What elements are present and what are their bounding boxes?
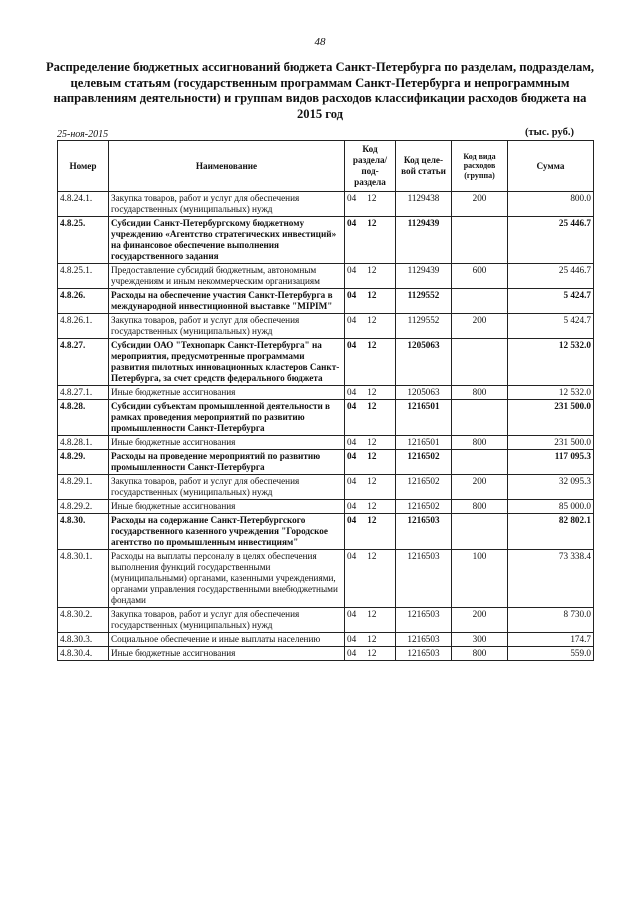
subsection-code: 12 — [367, 515, 377, 525]
row-expense-type — [452, 450, 508, 475]
subsection-code: 12 — [367, 451, 377, 461]
row-expense-type: 800 — [452, 386, 508, 400]
row-amount: 12 532.0 — [508, 339, 594, 386]
row-amount: 12 532.0 — [508, 386, 594, 400]
subsection-code: 12 — [367, 609, 377, 619]
row-target-code: 1129439 — [396, 264, 452, 289]
unit-label: (тыс. руб.) — [525, 127, 574, 138]
section-code: 04 — [347, 387, 357, 397]
row-amount: 117 095.3 — [508, 450, 594, 475]
date-stamp: 25-ноя-2015 — [57, 129, 109, 140]
row-number: 4.8.25. — [58, 217, 109, 264]
subsection-code: 12 — [367, 265, 377, 275]
section-code: 04 — [347, 648, 357, 658]
section-code: 04 — [347, 290, 357, 300]
row-expense-type — [452, 400, 508, 436]
row-target-code: 1216503 — [396, 647, 452, 661]
table-row — [58, 436, 594, 450]
row-name: Иные бюджетные ассигнования — [109, 647, 345, 661]
table-row — [58, 192, 594, 217]
row-expense-type: 800 — [452, 647, 508, 661]
table-row — [58, 633, 594, 647]
page-number: 48 — [314, 36, 326, 48]
subsection-code: 12 — [367, 340, 377, 350]
section-code: 04 — [347, 551, 357, 561]
row-amount: 32 095.3 — [508, 475, 594, 500]
row-name: Закупка товаров, работ и услуг для обеспечения государственных (муниципальных) нужд — [109, 314, 345, 339]
row-number: 4.8.28. — [58, 400, 109, 436]
row-name: Социальное обеспечение и иные выплаты населению — [109, 633, 345, 647]
table-body — [58, 192, 594, 661]
subsection-code: 12 — [367, 501, 377, 511]
row-name: Иные бюджетные ассигнования — [109, 500, 345, 514]
row-name: Закупка товаров, работ и услуг для обеспечения государственных (муниципальных) нужд — [109, 192, 345, 217]
subsection-code: 12 — [367, 315, 377, 325]
section-code: 04 — [347, 634, 357, 644]
row-expense-type — [452, 339, 508, 386]
row-name: Иные бюджетные ассигнования — [109, 386, 345, 400]
row-target-code: 1216503 — [396, 633, 452, 647]
section-code: 04 — [347, 451, 357, 461]
row-number: 4.8.26. — [58, 289, 109, 314]
row-section-code — [345, 633, 396, 647]
row-expense-type: 200 — [452, 192, 508, 217]
row-section-code — [345, 400, 396, 436]
table-row — [58, 550, 594, 608]
table-row — [58, 647, 594, 661]
row-section-code — [345, 450, 396, 475]
header-expense-type-code: Код вида расходов (группа) — [452, 141, 508, 192]
section-code: 04 — [347, 193, 357, 203]
row-name: Субсидии ОАО "Технопарк Санкт-Петербурга" на мероприятия, предусмотренные программами развития пилотных инновационных кластеров Санкт-Петербурга, за счет средств федерального бюджета — [109, 339, 345, 386]
section-code: 04 — [347, 340, 357, 350]
row-section-code — [345, 550, 396, 608]
subsection-code: 12 — [367, 437, 377, 447]
row-number: 4.8.30.4. — [58, 647, 109, 661]
row-amount: 800.0 — [508, 192, 594, 217]
row-amount: 73 338.4 — [508, 550, 594, 608]
row-target-code: 1216503 — [396, 514, 452, 550]
row-number: 4.8.30. — [58, 514, 109, 550]
row-section-code — [345, 475, 396, 500]
subsection-code: 12 — [367, 648, 377, 658]
row-target-code: 1216501 — [396, 400, 452, 436]
table-row — [58, 314, 594, 339]
row-name: Расходы на выплаты персоналу в целях обеспечения выполнения функций государственными (муниципальными) органами, казенными учреждениями, органами управления государственными внебюджетными фондами — [109, 550, 345, 608]
row-name: Закупка товаров, работ и услуг для обеспечения государственных (муниципальных) нужд — [109, 475, 345, 500]
row-target-code: 1216502 — [396, 450, 452, 475]
section-code: 04 — [347, 609, 357, 619]
row-expense-type — [452, 217, 508, 264]
subsection-code: 12 — [367, 290, 377, 300]
row-target-code: 1129438 — [396, 192, 452, 217]
row-amount: 231 500.0 — [508, 436, 594, 450]
subsection-code: 12 — [367, 193, 377, 203]
row-expense-type: 600 — [452, 264, 508, 289]
row-amount: 5 424.7 — [508, 289, 594, 314]
row-name: Расходы на содержание Санкт-Петербургского государственного казенного учреждения "Городское агентство по промышленным инвестициям" — [109, 514, 345, 550]
row-name: Субсидии Санкт-Петербургскому бюджетному учреждению «Агентство стратегических инвестиций» на финансовое обеспечение выполнения государственного задания — [109, 217, 345, 264]
row-amount: 231 500.0 — [508, 400, 594, 436]
section-code: 04 — [347, 315, 357, 325]
section-code: 04 — [347, 401, 357, 411]
subsection-code: 12 — [367, 634, 377, 644]
row-number: 4.8.27.1. — [58, 386, 109, 400]
row-expense-type: 200 — [452, 314, 508, 339]
row-amount: 5 424.7 — [508, 314, 594, 339]
row-expense-type: 100 — [452, 550, 508, 608]
table-row — [58, 608, 594, 633]
table-header-row — [58, 141, 594, 192]
row-amount: 82 802.1 — [508, 514, 594, 550]
row-target-code: 1216503 — [396, 608, 452, 633]
row-section-code — [345, 264, 396, 289]
row-amount: 25 446.7 — [508, 217, 594, 264]
row-amount: 25 446.7 — [508, 264, 594, 289]
table-row — [58, 289, 594, 314]
row-target-code: 1129552 — [396, 314, 452, 339]
row-target-code: 1216503 — [396, 550, 452, 608]
row-number: 4.8.29.1. — [58, 475, 109, 500]
row-name: Расходы на обеспечение участия Санкт-Петербурга в международной инвестиционной выставке "MIPIM" — [109, 289, 345, 314]
row-expense-type — [452, 514, 508, 550]
row-target-code: 1216502 — [396, 475, 452, 500]
row-expense-type: 300 — [452, 633, 508, 647]
header-target-code: Код целе- вой статьи — [396, 141, 452, 192]
subsection-code: 12 — [367, 218, 377, 228]
row-amount: 85 000.0 — [508, 500, 594, 514]
row-expense-type: 800 — [452, 500, 508, 514]
table-row — [58, 339, 594, 386]
subsection-code: 12 — [367, 551, 377, 561]
header-section-code: Код раздела/ под- раздела — [345, 141, 396, 192]
row-target-code: 1129439 — [396, 217, 452, 264]
row-expense-type: 800 — [452, 436, 508, 450]
table-row — [58, 400, 594, 436]
row-target-code: 1129552 — [396, 289, 452, 314]
row-section-code — [345, 436, 396, 450]
row-amount: 559.0 — [508, 647, 594, 661]
subsection-code: 12 — [367, 476, 377, 486]
section-code: 04 — [347, 265, 357, 275]
table-row — [58, 475, 594, 500]
section-code: 04 — [347, 501, 357, 511]
row-expense-type: 200 — [452, 475, 508, 500]
row-number: 4.8.30.3. — [58, 633, 109, 647]
row-section-code — [345, 647, 396, 661]
section-code: 04 — [347, 476, 357, 486]
row-target-code: 1216501 — [396, 436, 452, 450]
row-number: 4.8.30.2. — [58, 608, 109, 633]
table-row — [58, 450, 594, 475]
row-number: 4.8.28.1. — [58, 436, 109, 450]
row-section-code — [345, 289, 396, 314]
row-expense-type: 200 — [452, 608, 508, 633]
row-target-code: 1205063 — [396, 386, 452, 400]
row-section-code — [345, 386, 396, 400]
row-name: Закупка товаров, работ и услуг для обеспечения государственных (муниципальных) нужд — [109, 608, 345, 633]
subsection-code: 12 — [367, 401, 377, 411]
row-target-code: 1216502 — [396, 500, 452, 514]
section-code: 04 — [347, 437, 357, 447]
row-expense-type — [452, 289, 508, 314]
row-section-code — [345, 339, 396, 386]
row-target-code: 1205063 — [396, 339, 452, 386]
header-number: Номер — [58, 141, 109, 192]
row-name: Иные бюджетные ассигнования — [109, 436, 345, 450]
row-section-code — [345, 514, 396, 550]
row-number: 4.8.27. — [58, 339, 109, 386]
row-section-code — [345, 608, 396, 633]
document-title: Распределение бюджетных ассигнований бюджета Санкт-Петербурга по разделам, подразделам, целевым статьям (государственным программам Санкт-Петербурга и непрограммным направлениям деятельности) и группам видов расходов классификации расходов бюджета на 2015 год — [45, 60, 595, 121]
section-code: 04 — [347, 515, 357, 525]
header-name: Наименование — [109, 141, 345, 192]
row-number: 4.8.26.1. — [58, 314, 109, 339]
budget-table — [57, 140, 594, 661]
row-number: 4.8.29. — [58, 450, 109, 475]
row-number: 4.8.24.1. — [58, 192, 109, 217]
row-amount: 174.7 — [508, 633, 594, 647]
row-section-code — [345, 500, 396, 514]
row-number: 4.8.29.2. — [58, 500, 109, 514]
table-row — [58, 264, 594, 289]
row-name: Субсидии субъектам промышленной деятельности в рамках проведения мероприятий по развитию промышленности Санкт-Петербурга — [109, 400, 345, 436]
section-code: 04 — [347, 218, 357, 228]
table-row — [58, 514, 594, 550]
row-amount: 8 730.0 — [508, 608, 594, 633]
row-number: 4.8.25.1. — [58, 264, 109, 289]
row-section-code — [345, 192, 396, 217]
header-amount: Сумма — [508, 141, 594, 192]
table-row — [58, 386, 594, 400]
row-section-code — [345, 217, 396, 264]
row-name: Предоставление субсидий бюджетным, автономным учреждениям и иным некоммерческим организациям — [109, 264, 345, 289]
table-row — [58, 500, 594, 514]
table-row — [58, 217, 594, 264]
row-name: Расходы на проведение мероприятий по развитию промышленности Санкт-Петербурга — [109, 450, 345, 475]
row-section-code — [345, 314, 396, 339]
subsection-code: 12 — [367, 387, 377, 397]
row-number: 4.8.30.1. — [58, 550, 109, 608]
